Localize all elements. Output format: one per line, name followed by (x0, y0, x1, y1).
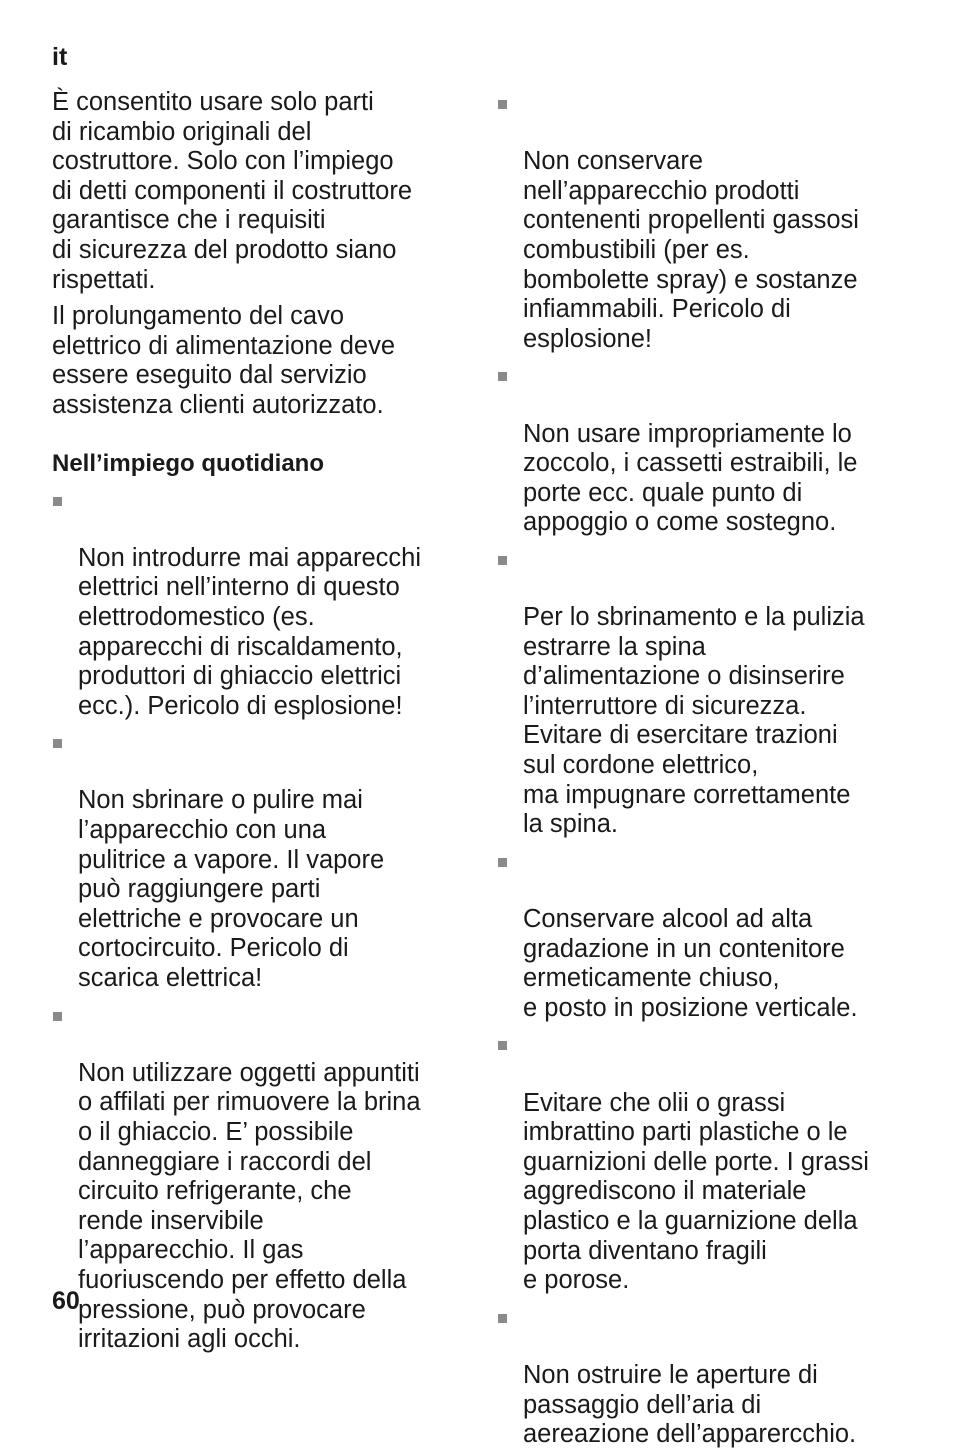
list-item (497, 544, 907, 840)
square-bullet-icon (498, 1314, 507, 1323)
section-heading: Nell’impiego quotidiano (52, 449, 324, 477)
list-item (497, 88, 907, 354)
square-bullet-icon (498, 1041, 507, 1050)
left-column (52, 88, 457, 1361)
square-bullet-icon (498, 100, 507, 109)
square-bullet-icon (498, 372, 507, 381)
list-item-text: Evitare che olii o grassi imbrattino parti plastiche o le guarnizioni delle porte. I grassi aggrediscono il materiale plastico e la guarnizione della porta diventano fragili e porose. (523, 1088, 869, 1295)
paragraph-cable-extension: Il prolungamento del cavo elettrico di alimentazione deve essere eseguito dal servizio assistenza clienti autorizzato. (52, 302, 396, 419)
square-bullet-icon (498, 556, 507, 565)
bullet-list-left (52, 485, 457, 1355)
list-item-text: Per lo sbrinamento e la pulizia estrarre la spina d’alimentazione o disinserire l’interruttore di sicurezza. Evitare di esercitare trazioni sul cordone elettrico, ma impugnare correttamente la spina. (523, 603, 865, 839)
square-bullet-icon (53, 739, 62, 748)
list-item (497, 1029, 907, 1295)
bullet-list-right (497, 88, 907, 1450)
list-item-text: Non usare impropriamente lo zoccolo, i cassetti estraibili, le porte ecc. quale punto di appoggio o come sostegno. (523, 419, 858, 537)
list-item (52, 485, 457, 722)
square-bullet-icon (53, 497, 62, 506)
list-item-text: Non ostruire le aperture di passaggio dell’aria di aereazione dell’apparercchio. (523, 1360, 857, 1449)
list-item-text: Non sbrinare o pulire mai l’apparecchio con una pulitrice a vapore. Il vapore può raggiungere parti elettriche e provocare un cortocircuito. Pericolo di scarica elettrica! (78, 786, 385, 993)
page-number: 60 (52, 1287, 80, 1315)
list-item-text: Non utilizzare oggetti appuntiti o affilati per rimuovere la brina o il ghiaccio. E’ possibile danneggiare i raccordi del circuito refrigerante, che rende inservibile l’apparecchio. Il gas fuoriuscendo per effetto della pressione, può provocare irritazioni agli occhi. (78, 1058, 421, 1354)
paragraph-original-parts: È consentito usare solo parti di ricambio originali del costruttore. Solo con l’impiego di detti componenti il costruttore garantisce che i requisiti di sicurezza del prodotto siano rispettati. (52, 88, 413, 294)
language-tag: it (52, 43, 68, 71)
square-bullet-icon (53, 1012, 62, 1021)
list-item (52, 1000, 457, 1355)
list-item (497, 1302, 907, 1450)
list-item-text: Conservare alcool ad alta gradazione in un contenitore ermeticamente chiuso, e posto in posizione verticale. (523, 905, 858, 1022)
list-item-text: Non introdurre mai apparecchi elettrici nell’interno di questo elettrodomestico (es. apparecchi di riscaldamento, produttori di ghiaccio elettrici ecc.). Pericolo di esplosione! (78, 543, 422, 720)
square-bullet-icon (498, 858, 507, 867)
list-item (52, 727, 457, 993)
list-item (497, 360, 907, 538)
list-item-text: Non conservare nell’apparecchio prodotti contenenti propellenti gassosi combustibili (per es. bombolette spray) e sostanze infiammabili. Pericolo di esplosione! (523, 147, 859, 353)
right-column (497, 88, 907, 1456)
list-item (497, 846, 907, 1024)
